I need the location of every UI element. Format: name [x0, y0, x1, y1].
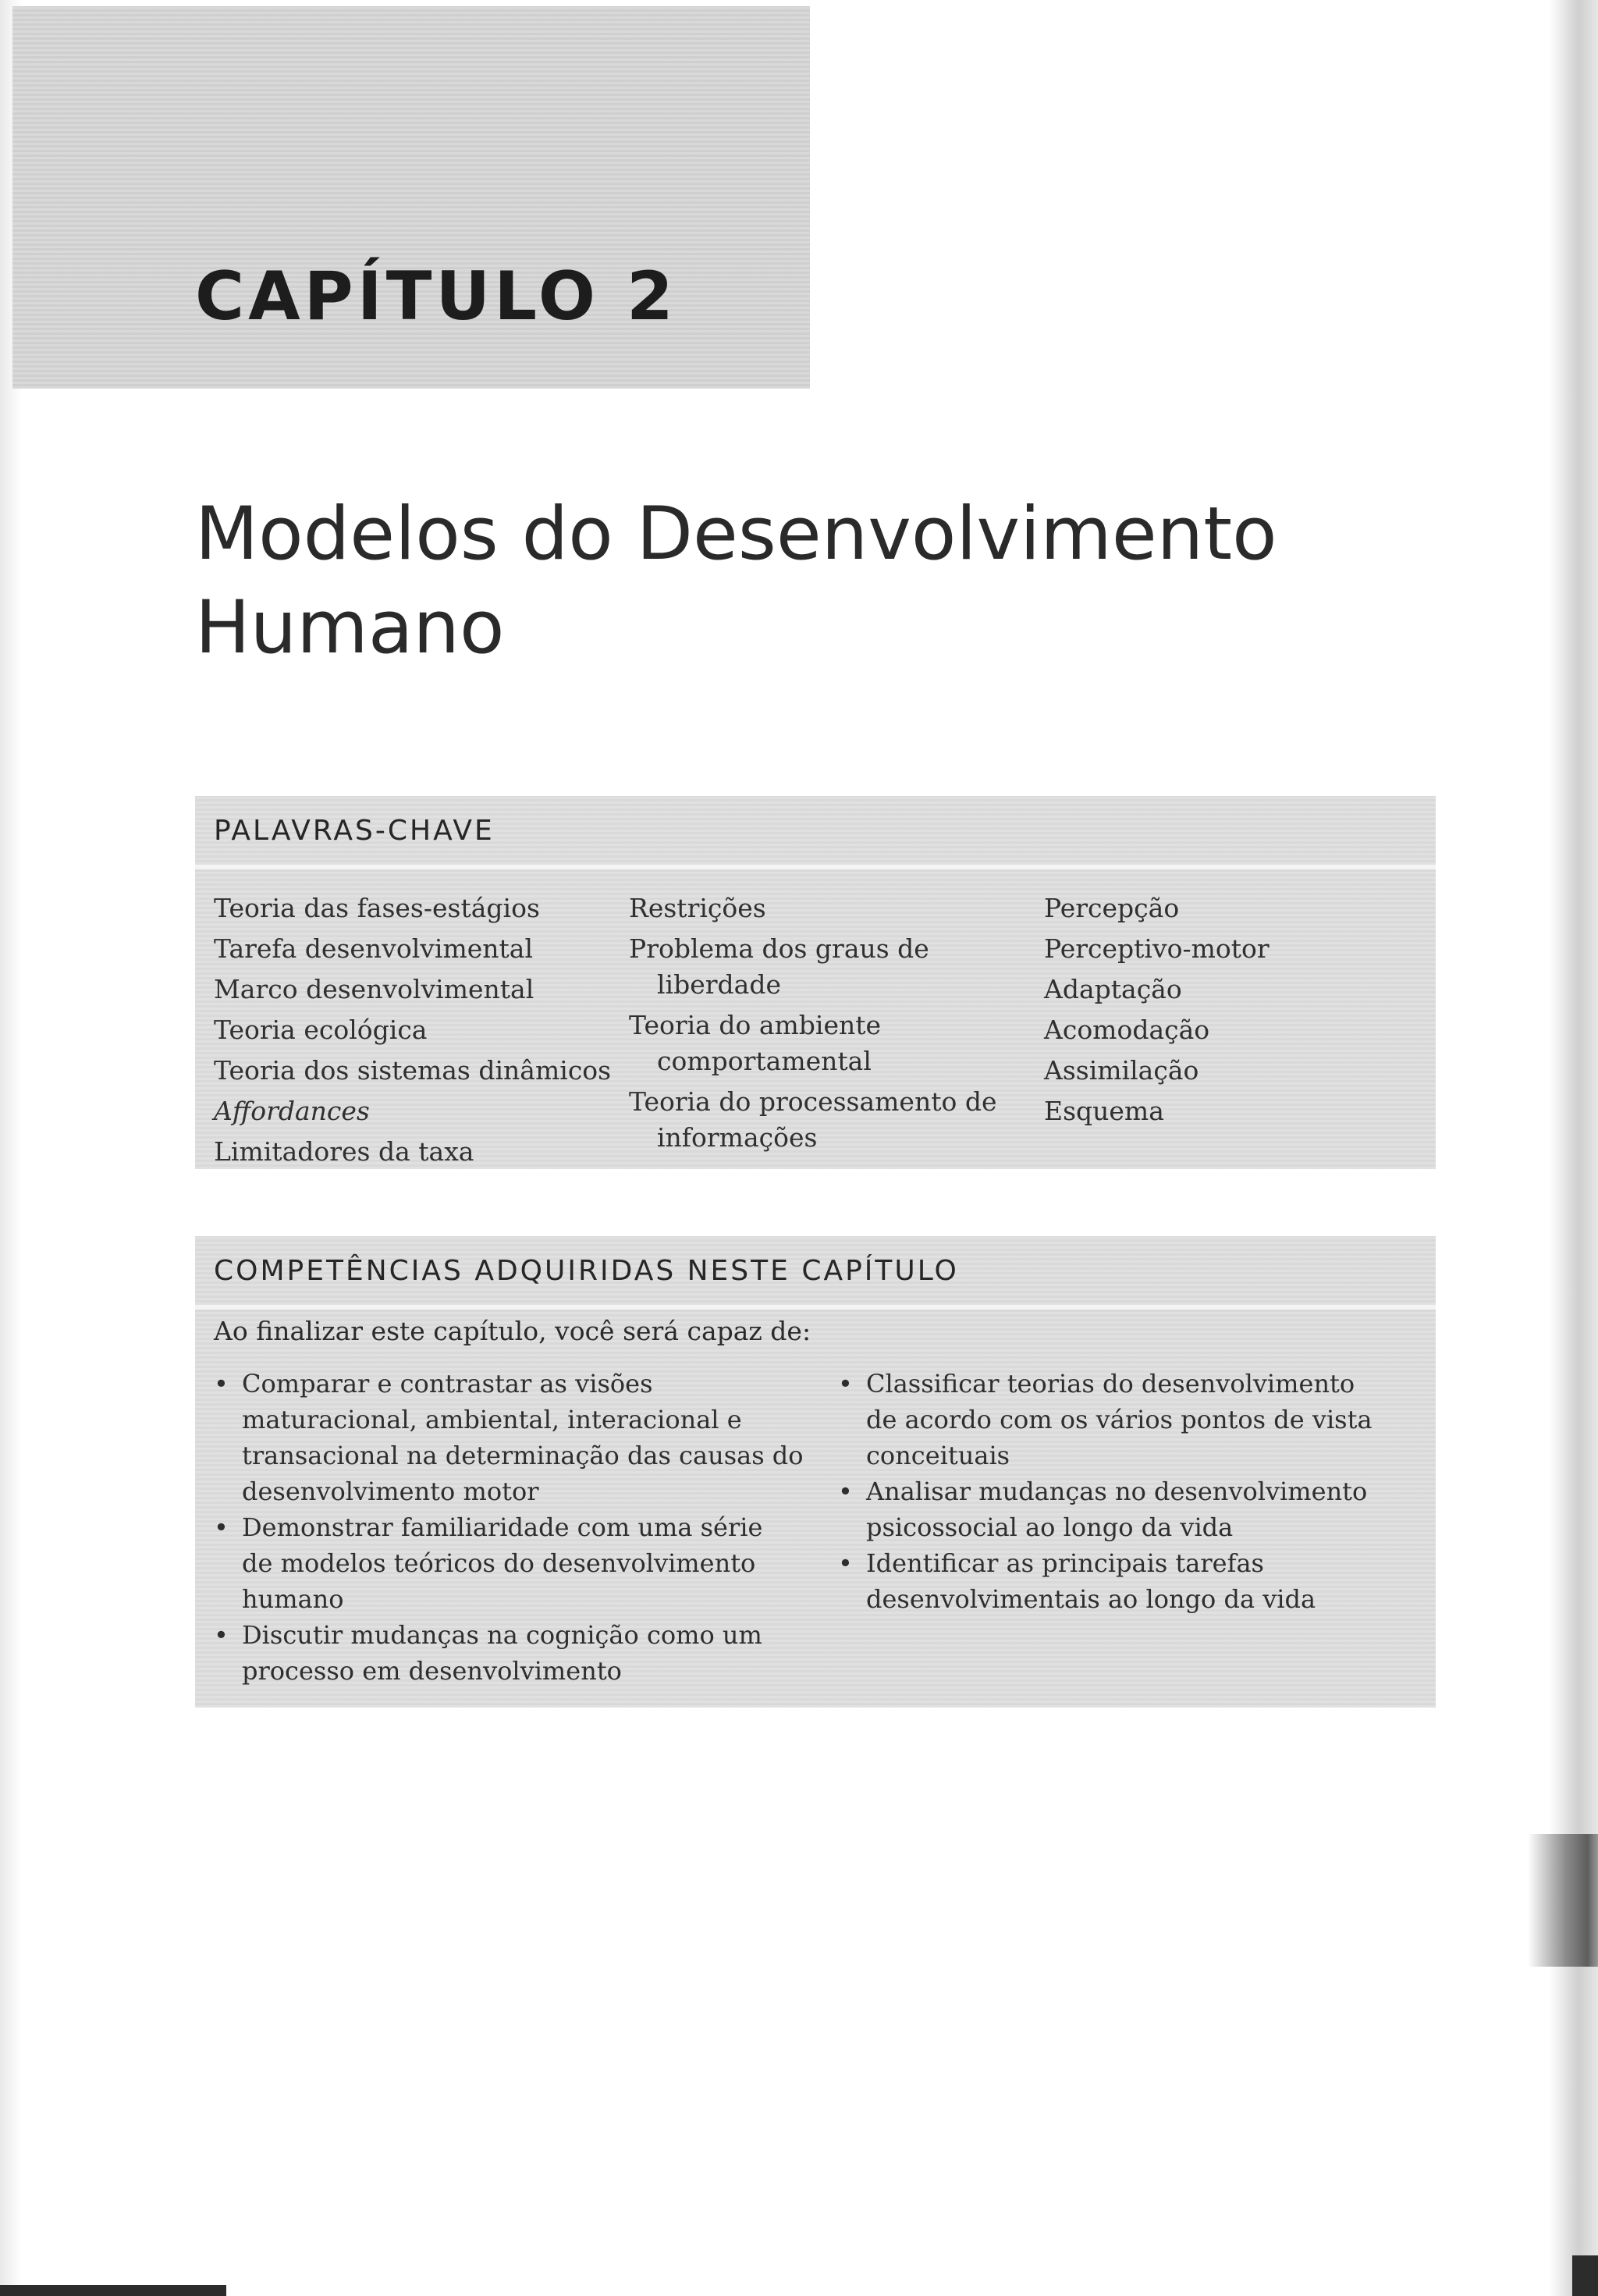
- keyword-item: Affordances: [214, 1096, 370, 1126]
- keywords-header: [195, 796, 1436, 869]
- competency-line: desenvolvimento motor: [242, 1477, 539, 1506]
- competency-item: [838, 1366, 1415, 1473]
- competency-line: Classificar teorias do desenvolvimento: [866, 1369, 1355, 1399]
- keyword-item: Restrições: [629, 893, 766, 923]
- keyword-item: Problema dos graus de: [629, 933, 929, 964]
- gutter-dark-mark: [1528, 1834, 1598, 1967]
- keyword-item: Tarefa desenvolvimental: [214, 933, 534, 964]
- competency-line: de acordo com os vários pontos de vista: [866, 1405, 1373, 1434]
- keyword-item-continuation: liberdade: [657, 969, 781, 1000]
- chapter-title-line-1: Modelos do Desenvolvimento: [195, 492, 1277, 577]
- keyword-item: Percepção: [1044, 893, 1180, 923]
- competencies-heading: COMPETÊNCIAS ADQUIRIDAS NESTE CAPÍTULO: [214, 1255, 959, 1287]
- bullet-icon: •: [214, 1620, 229, 1650]
- competency-item: [838, 1545, 1415, 1617]
- keywords-heading: PALAVRAS-CHAVE: [214, 815, 495, 847]
- keyword-item: Teoria do processamento de: [629, 1086, 997, 1117]
- chapter-title-line-2: Humano: [195, 585, 505, 670]
- keywords-panel: [195, 796, 1436, 1169]
- competency-line: maturacional, ambiental, interacional e: [242, 1405, 742, 1434]
- keyword-item-continuation: informações: [657, 1122, 818, 1153]
- competency-line: Analisar mudanças no desenvolvimento: [866, 1477, 1368, 1506]
- keyword-item: Assimilação: [1044, 1055, 1199, 1086]
- keyword-item: Teoria dos sistemas dinâmicos: [214, 1055, 612, 1086]
- chapter-label: CAPÍTULO 2: [195, 258, 677, 336]
- competency-item: [838, 1473, 1415, 1545]
- competency-line: conceituais: [866, 1441, 1010, 1470]
- competency-line: de modelos teóricos do desenvolvimento: [242, 1548, 756, 1578]
- competency-line: desenvolvimentais ao longo da vida: [866, 1584, 1316, 1614]
- keyword-item: Perceptivo-motor: [1044, 933, 1270, 964]
- bullet-icon: •: [214, 1512, 229, 1542]
- competency-item: [214, 1366, 807, 1509]
- keyword-item: Acomodação: [1044, 1015, 1210, 1045]
- competencies-column-left: [214, 1366, 807, 1689]
- keyword-item: Esquema: [1044, 1096, 1164, 1126]
- competencies-header: [195, 1236, 1436, 1310]
- gutter-edge-mark: [1572, 2255, 1598, 2296]
- competency-line: transacional na determinação das causas do: [242, 1441, 804, 1470]
- keyword-item: Limitadores da taxa: [214, 1136, 474, 1167]
- keywords-column-2: [629, 888, 997, 1158]
- competency-line: Comparar e contrastar as visões: [242, 1369, 653, 1399]
- competency-line: psicossocial ao longo da vida: [866, 1512, 1234, 1542]
- competencies-column-right: [838, 1366, 1415, 1617]
- keywords-column-3: [1044, 888, 1270, 1132]
- competency-line: Demonstrar familiaridade com uma série: [242, 1512, 763, 1542]
- competency-line: Identificar as principais tarefas: [866, 1548, 1264, 1578]
- competency-line: processo em desenvolvimento: [242, 1656, 622, 1686]
- keyword-item: Teoria das fases-estágios: [214, 893, 540, 923]
- bullet-icon: •: [838, 1369, 853, 1399]
- keyword-item: Adaptação: [1044, 974, 1182, 1004]
- keyword-item-continuation: comportamental: [657, 1046, 872, 1076]
- bottom-edge-mark: [0, 2285, 226, 2296]
- competency-line: Discutir mudanças na cognição como um: [242, 1620, 762, 1650]
- competency-line: humano: [242, 1584, 344, 1614]
- chapter-title: [195, 488, 1365, 675]
- keyword-item: Teoria do ambiente: [629, 1010, 882, 1040]
- bullet-icon: •: [838, 1477, 853, 1506]
- competency-item: [214, 1509, 807, 1617]
- bullet-icon: •: [214, 1369, 229, 1399]
- keyword-item: Marco desenvolvimental: [214, 974, 534, 1004]
- bullet-icon: •: [838, 1548, 853, 1578]
- competency-item: [214, 1617, 807, 1689]
- keywords-column-1: [214, 888, 611, 1172]
- competencies-panel: [195, 1236, 1436, 1708]
- keyword-item: Teoria ecológica: [214, 1015, 428, 1045]
- competencies-intro: Ao finalizar este capítulo, você será capaz de:: [214, 1316, 811, 1346]
